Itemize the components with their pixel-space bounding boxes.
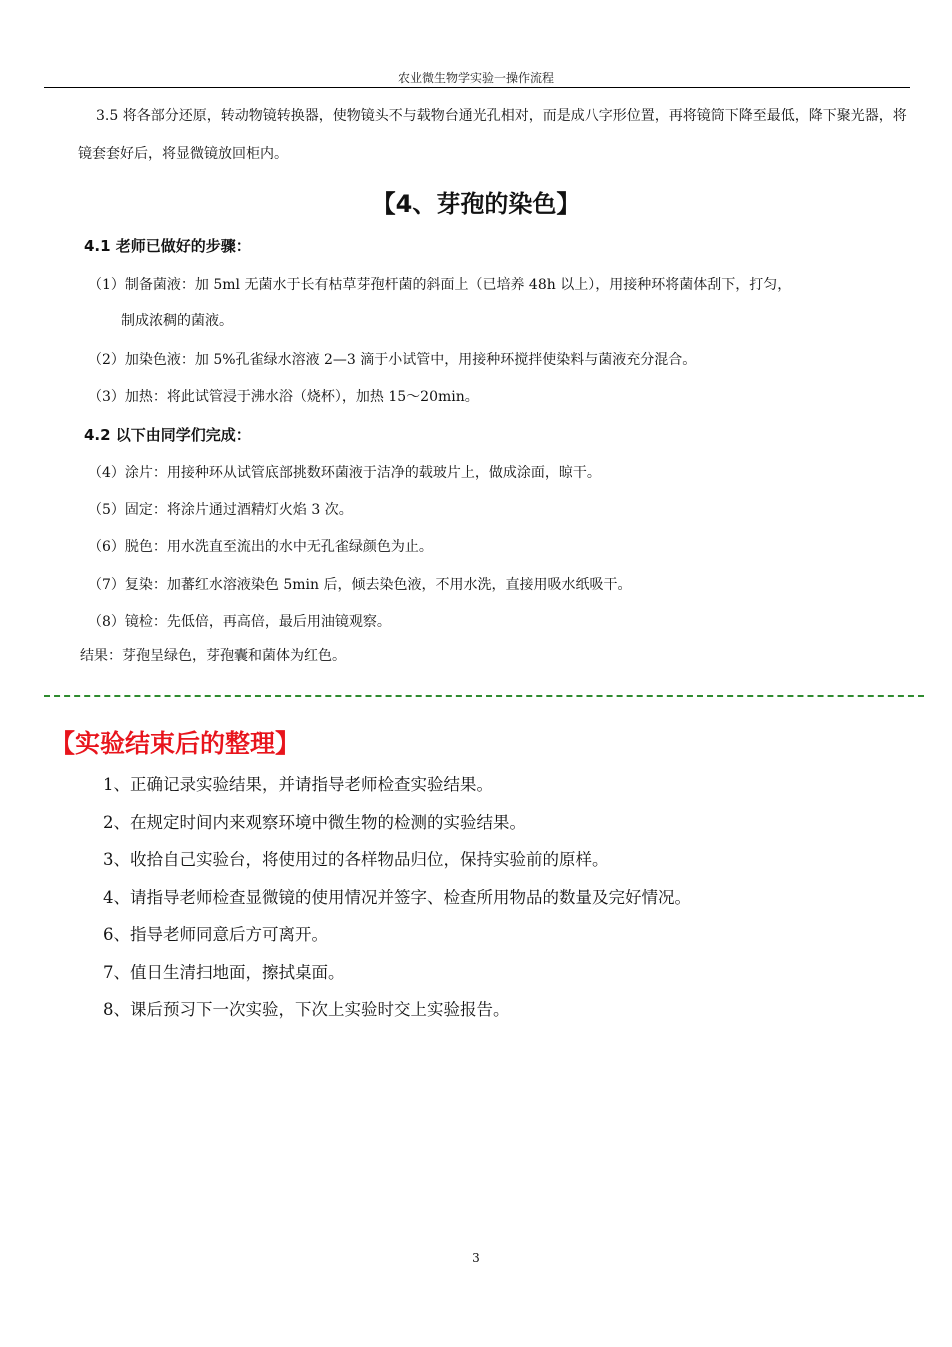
step-1: [88, 267, 914, 339]
cleanup-item: 6、指导老师同意后方可离开。: [103, 925, 328, 944]
subsection-4-1-heading: 4.1 老师已做好的步骤：: [84, 237, 251, 255]
step-8: （8）镜检：先低倍，再高倍，最后用油镜观察。: [88, 614, 391, 630]
section-4-title: 【4、芽孢的染色】: [371, 190, 581, 218]
step-4: （4）涂片：用接种环从试管底部挑数环菌液于洁净的载玻片上，做成涂面，晾干。: [88, 465, 601, 481]
subsection-4-2-heading: 4.2 以下由同学们完成：: [84, 426, 251, 444]
step-1-continuation: 制成浓稠的菌液。: [121, 313, 233, 329]
paragraph-3-5: 3.5 将各部分还原，转动物镜转换器，使物镜头不与载物台通光孔相对，而是成八字形位置，再将镜筒下降至最低，降下聚光器，将镜套套好后，将显微镜放回柜内。: [78, 108, 907, 162]
cleanup-item: 2、在规定时间内来观察环境中微生物的检测的实验结果。: [103, 812, 526, 832]
step-1-text: （1）制备菌液：加 5ml 无菌水于长有枯草芽孢杆菌的斜面上（已培养 48h 以上），用接种环将菌体刮下，打匀，: [88, 277, 792, 293]
dashed-divider: [44, 695, 924, 697]
step-5: （5）固定：将涂片通过酒精灯火焰 3 次。: [88, 502, 353, 518]
cleanup-item: 4、请指导老师检查显微镜的使用情况并签字、检查所用物品的数量及完好情况。: [103, 887, 691, 907]
cleanup-title: 【实验结束后的整理】: [50, 729, 301, 758]
cleanup-item: 3、收拾自己实验台，将使用过的各样物品归位，保持实验前的原样。: [103, 850, 609, 869]
page-header-title: 农业微生物学实验一操作流程: [397, 71, 554, 85]
step-6: （6）脱色：用水洗直至流出的水中无孔雀绿颜色为止。: [88, 539, 433, 555]
cleanup-item: 7、值日生清扫地面，擦拭桌面。: [103, 962, 345, 982]
cleanup-list: [103, 766, 923, 1029]
cleanup-item: 8、课后预习下一次实验，下次上实验时交上实验报告。: [103, 1000, 510, 1019]
step-2: （2）加染色液：加 5%孔雀绿水溶液 2—3 滴于小试管中，用接种环搅拌使染料与菌液充分混合。: [88, 352, 697, 368]
step-3: （3）加热：将此试管浸于沸水浴（烧杯），加热 15～20min。: [88, 389, 479, 405]
page-number: 3: [472, 1251, 480, 1265]
step-7: （7）复染：加蕃红水溶液染色 5min 后，倾去染色液，不用水洗，直接用吸水纸吸干。: [88, 577, 632, 593]
result-text: 结果：芽孢呈绿色，芽孢囊和菌体为红色。: [80, 648, 346, 664]
header-divider: [44, 87, 910, 88]
cleanup-item: 1、正确记录实验结果，并请指导老师检查实验结果。: [103, 775, 493, 794]
